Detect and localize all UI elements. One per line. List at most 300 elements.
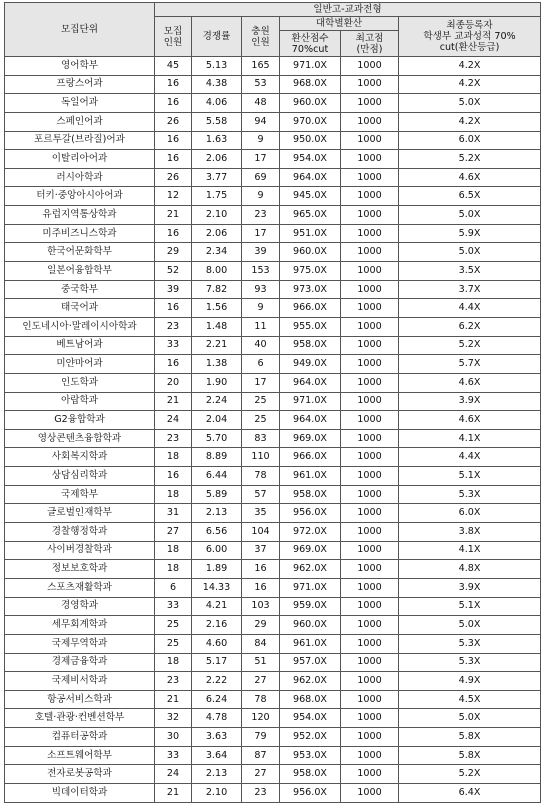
applicants-cell: 6 [242, 355, 280, 374]
table-row [5, 336, 541, 355]
conv-score-cell: 968.0X [280, 690, 341, 709]
ratio-cell: 2.10 [192, 206, 242, 225]
applicants-cell: 27 [242, 672, 280, 691]
table-row [5, 75, 541, 94]
ratio-cell: 2.04 [192, 411, 242, 430]
max-score-cell: 1000 [341, 560, 399, 579]
max-score-cell: 1000 [341, 57, 399, 76]
conv-score-cell: 969.0X [280, 429, 341, 448]
applicants-cell: 35 [242, 504, 280, 523]
final-grade-cell: 5.2X [399, 336, 541, 355]
quota-cell: 23 [155, 317, 192, 336]
final-grade-cell: 6.2X [399, 317, 541, 336]
ratio-cell: 2.13 [192, 504, 242, 523]
applicants-cell: 16 [242, 578, 280, 597]
table-row [5, 168, 541, 187]
unit-cell: 영상콘텐츠융합학과 [5, 429, 155, 448]
unit-cell: 경영학과 [5, 597, 155, 616]
unit-cell: 전자로봇공학과 [5, 765, 155, 784]
quota-cell: 26 [155, 112, 192, 131]
conv-score-cell: 956.0X [280, 504, 341, 523]
max-score-cell: 1000 [341, 224, 399, 243]
conv-score-cell: 958.0X [280, 765, 341, 784]
max-score-cell: 1000 [341, 578, 399, 597]
unit-cell: 사회복지학과 [5, 448, 155, 467]
ratio-cell: 4.06 [192, 94, 242, 113]
table-row [5, 243, 541, 262]
conv-score-cell: 949.0X [280, 355, 341, 374]
max-score-cell: 1000 [341, 317, 399, 336]
table-row [5, 485, 541, 504]
final-grade-cell: 6.5X [399, 187, 541, 206]
max-score-cell: 1000 [341, 392, 399, 411]
conv-score-cell: 960.0X [280, 94, 341, 113]
applicants-cell: 53 [242, 75, 280, 94]
applicants-cell: 25 [242, 392, 280, 411]
final-grade-cell: 4.9X [399, 672, 541, 691]
header-group: 일반고-교과전형 [155, 3, 541, 17]
conv-score-cell: 959.0X [280, 597, 341, 616]
ratio-cell: 1.90 [192, 373, 242, 392]
conv-score-cell: 952.0X [280, 728, 341, 747]
max-score-cell: 1000 [341, 355, 399, 374]
applicants-cell: 48 [242, 94, 280, 113]
max-score-cell: 1000 [341, 94, 399, 113]
final-grade-cell: 4.8X [399, 560, 541, 579]
conv-score-cell: 962.0X [280, 672, 341, 691]
ratio-cell: 6.44 [192, 467, 242, 486]
header-quota: 모집 인원 [155, 17, 192, 57]
unit-cell: 컴퓨터공학과 [5, 728, 155, 747]
unit-cell: 국제무역학과 [5, 634, 155, 653]
ratio-cell: 2.34 [192, 243, 242, 262]
max-score-cell: 1000 [341, 75, 399, 94]
applicants-cell: 16 [242, 560, 280, 579]
max-score-cell: 1000 [341, 243, 399, 262]
table-row [5, 504, 541, 523]
final-grade-cell: 4.2X [399, 112, 541, 131]
ratio-cell: 7.82 [192, 280, 242, 299]
applicants-cell: 51 [242, 653, 280, 672]
table-row [5, 299, 541, 318]
table-row [5, 765, 541, 784]
ratio-cell: 2.16 [192, 616, 242, 635]
max-score-cell: 1000 [341, 150, 399, 169]
quota-cell: 26 [155, 168, 192, 187]
table-row [5, 672, 541, 691]
unit-cell: 베트남어과 [5, 336, 155, 355]
conv-score-cell: 961.0X [280, 467, 341, 486]
quota-cell: 6 [155, 578, 192, 597]
ratio-cell: 6.56 [192, 523, 242, 542]
max-score-cell: 1000 [341, 541, 399, 560]
final-grade-cell: 5.1X [399, 467, 541, 486]
conv-score-cell: 965.0X [280, 206, 341, 225]
quota-cell: 21 [155, 690, 192, 709]
quota-cell: 27 [155, 523, 192, 542]
ratio-cell: 4.60 [192, 634, 242, 653]
quota-cell: 45 [155, 57, 192, 76]
ratio-cell: 8.00 [192, 262, 242, 281]
applicants-cell: 9 [242, 299, 280, 318]
conv-score-cell: 960.0X [280, 616, 341, 635]
final-grade-cell: 4.2X [399, 75, 541, 94]
final-grade-cell: 3.9X [399, 578, 541, 597]
ratio-cell: 5.89 [192, 485, 242, 504]
unit-cell: 러시아학과 [5, 168, 155, 187]
applicants-cell: 104 [242, 523, 280, 542]
final-grade-cell: 3.8X [399, 523, 541, 542]
applicants-cell: 40 [242, 336, 280, 355]
unit-cell: 국제학부 [5, 485, 155, 504]
table-row [5, 94, 541, 113]
header-final-group: 최종등록자 학생부 교과성적 70% cut(환산등급) [399, 17, 541, 57]
conv-score-cell: 962.0X [280, 560, 341, 579]
ratio-cell: 5.58 [192, 112, 242, 131]
applicants-cell: 78 [242, 690, 280, 709]
final-grade-cell: 4.5X [399, 690, 541, 709]
quota-cell: 31 [155, 504, 192, 523]
ratio-cell: 5.17 [192, 653, 242, 672]
conv-score-cell: 973.0X [280, 280, 341, 299]
final-grade-cell: 6.0X [399, 504, 541, 523]
ratio-cell: 1.38 [192, 355, 242, 374]
table-row [5, 634, 541, 653]
table-row [5, 280, 541, 299]
final-grade-cell: 5.0X [399, 616, 541, 635]
ratio-cell: 1.89 [192, 560, 242, 579]
applicants-cell: 9 [242, 187, 280, 206]
header-unit: 모집단위 [5, 3, 155, 57]
applicants-cell: 153 [242, 262, 280, 281]
quota-cell: 25 [155, 616, 192, 635]
max-score-cell: 1000 [341, 262, 399, 281]
max-score-cell: 1000 [341, 467, 399, 486]
final-grade-cell: 5.1X [399, 597, 541, 616]
quota-cell: 18 [155, 560, 192, 579]
ratio-cell: 4.21 [192, 597, 242, 616]
table-row [5, 57, 541, 76]
table-row [5, 560, 541, 579]
header-ratio: 경쟁률 [192, 17, 242, 57]
conv-score-cell: 964.0X [280, 411, 341, 430]
quota-cell: 23 [155, 429, 192, 448]
applicants-cell: 57 [242, 485, 280, 504]
final-grade-cell: 4.2X [399, 57, 541, 76]
final-grade-cell: 3.9X [399, 392, 541, 411]
unit-cell: 일본어융합학부 [5, 262, 155, 281]
unit-cell: 미얀마어과 [5, 355, 155, 374]
conv-score-cell: 951.0X [280, 224, 341, 243]
conv-score-cell: 969.0X [280, 541, 341, 560]
conv-score-cell: 961.0X [280, 634, 341, 653]
table-row [5, 746, 541, 765]
applicants-cell: 17 [242, 373, 280, 392]
max-score-cell: 1000 [341, 709, 399, 728]
max-score-cell: 1000 [341, 112, 399, 131]
final-grade-cell: 5.7X [399, 355, 541, 374]
quota-cell: 33 [155, 597, 192, 616]
max-score-cell: 1000 [341, 299, 399, 318]
header-conv-group: 대학별환산 [280, 17, 399, 31]
quota-cell: 21 [155, 392, 192, 411]
final-grade-cell: 5.2X [399, 150, 541, 169]
unit-cell: 항공서비스학과 [5, 690, 155, 709]
unit-cell: 정보보호학과 [5, 560, 155, 579]
ratio-cell: 14.33 [192, 578, 242, 597]
table-row [5, 355, 541, 374]
quota-cell: 20 [155, 373, 192, 392]
final-grade-cell: 4.6X [399, 373, 541, 392]
max-score-cell: 1000 [341, 206, 399, 225]
applicants-cell: 103 [242, 597, 280, 616]
table-row [5, 429, 541, 448]
unit-cell: 이탈리아어과 [5, 150, 155, 169]
quota-cell: 21 [155, 783, 192, 802]
table-row [5, 597, 541, 616]
unit-cell: G2융합학과 [5, 411, 155, 430]
unit-cell: 유럽지역통상학과 [5, 206, 155, 225]
ratio-cell: 1.63 [192, 131, 242, 150]
applicants-cell: 87 [242, 746, 280, 765]
max-score-cell: 1000 [341, 429, 399, 448]
ratio-cell: 5.13 [192, 57, 242, 76]
ratio-cell: 1.75 [192, 187, 242, 206]
quota-cell: 16 [155, 355, 192, 374]
ratio-cell: 1.48 [192, 317, 242, 336]
table-row [5, 690, 541, 709]
quota-cell: 18 [155, 653, 192, 672]
final-grade-cell: 5.8X [399, 728, 541, 747]
quota-cell: 25 [155, 634, 192, 653]
unit-cell: 프랑스어과 [5, 75, 155, 94]
applicants-cell: 25 [242, 411, 280, 430]
header-applicants: 충원 인원 [242, 17, 280, 57]
quota-cell: 16 [155, 131, 192, 150]
quota-cell: 30 [155, 728, 192, 747]
quota-cell: 23 [155, 672, 192, 691]
unit-cell: 빅데이터학과 [5, 783, 155, 802]
applicants-cell: 110 [242, 448, 280, 467]
ratio-cell: 3.64 [192, 746, 242, 765]
conv-score-cell: 954.0X [280, 150, 341, 169]
table-row [5, 131, 541, 150]
table-row [5, 411, 541, 430]
final-grade-cell: 4.6X [399, 411, 541, 430]
max-score-cell: 1000 [341, 411, 399, 430]
conv-score-cell: 955.0X [280, 317, 341, 336]
final-grade-cell: 4.1X [399, 541, 541, 560]
table-row [5, 112, 541, 131]
table-row [5, 728, 541, 747]
conv-score-cell: 954.0X [280, 709, 341, 728]
unit-cell: 터키·중앙아시아어과 [5, 187, 155, 206]
quota-cell: 21 [155, 206, 192, 225]
quota-cell: 18 [155, 485, 192, 504]
unit-cell: 영어학부 [5, 57, 155, 76]
max-score-cell: 1000 [341, 448, 399, 467]
applicants-cell: 78 [242, 467, 280, 486]
quota-cell: 33 [155, 336, 192, 355]
header-conv-score: 환산점수 70%cut [280, 31, 341, 57]
conv-score-cell: 966.0X [280, 299, 341, 318]
quota-cell: 39 [155, 280, 192, 299]
table-row [5, 187, 541, 206]
unit-cell: 태국어과 [5, 299, 155, 318]
final-grade-cell: 6.4X [399, 783, 541, 802]
table-row [5, 523, 541, 542]
applicants-cell: 37 [242, 541, 280, 560]
quota-cell: 16 [155, 224, 192, 243]
unit-cell: 중국학부 [5, 280, 155, 299]
applicants-cell: 93 [242, 280, 280, 299]
conv-score-cell: 945.0X [280, 187, 341, 206]
final-grade-cell: 5.3X [399, 485, 541, 504]
conv-score-cell: 964.0X [280, 168, 341, 187]
max-score-cell: 1000 [341, 187, 399, 206]
max-score-cell: 1000 [341, 280, 399, 299]
max-score-cell: 1000 [341, 336, 399, 355]
ratio-cell: 4.38 [192, 75, 242, 94]
quota-cell: 33 [155, 746, 192, 765]
table-row [5, 653, 541, 672]
applicants-cell: 39 [242, 243, 280, 262]
ratio-cell: 4.78 [192, 709, 242, 728]
quota-cell: 16 [155, 75, 192, 94]
final-grade-cell: 5.0X [399, 243, 541, 262]
ratio-cell: 3.77 [192, 168, 242, 187]
unit-cell: 포르투갈(브라질)어과 [5, 131, 155, 150]
max-score-cell: 1000 [341, 672, 399, 691]
unit-cell: 인도네시아·말레이시아학과 [5, 317, 155, 336]
max-score-cell: 1000 [341, 168, 399, 187]
max-score-cell: 1000 [341, 634, 399, 653]
quota-cell: 16 [155, 299, 192, 318]
conv-score-cell: 966.0X [280, 448, 341, 467]
max-score-cell: 1000 [341, 746, 399, 765]
conv-score-cell: 958.0X [280, 336, 341, 355]
conv-score-cell: 960.0X [280, 243, 341, 262]
ratio-cell: 2.10 [192, 783, 242, 802]
applicants-cell: 27 [242, 765, 280, 784]
max-score-cell: 1000 [341, 765, 399, 784]
quota-cell: 16 [155, 150, 192, 169]
table-body [5, 57, 541, 803]
ratio-cell: 2.22 [192, 672, 242, 691]
final-grade-cell: 4.1X [399, 429, 541, 448]
unit-cell: 인도학과 [5, 373, 155, 392]
ratio-cell: 2.24 [192, 392, 242, 411]
table-row [5, 150, 541, 169]
unit-cell: 경찰행정학과 [5, 523, 155, 542]
max-score-cell: 1000 [341, 373, 399, 392]
table-row [5, 578, 541, 597]
applicants-cell: 23 [242, 783, 280, 802]
final-grade-cell: 3.5X [399, 262, 541, 281]
table-row [5, 373, 541, 392]
max-score-cell: 1000 [341, 504, 399, 523]
admission-table-container [4, 2, 540, 803]
table-row [5, 616, 541, 635]
conv-score-cell: 964.0X [280, 373, 341, 392]
unit-cell: 세무회계학과 [5, 616, 155, 635]
table-row [5, 206, 541, 225]
unit-cell: 소프트웨어학부 [5, 746, 155, 765]
quota-cell: 12 [155, 187, 192, 206]
final-grade-cell: 5.3X [399, 634, 541, 653]
applicants-cell: 69 [242, 168, 280, 187]
quota-cell: 16 [155, 467, 192, 486]
final-grade-cell: 4.4X [399, 299, 541, 318]
conv-score-cell: 958.0X [280, 485, 341, 504]
applicants-cell: 83 [242, 429, 280, 448]
final-grade-cell: 5.2X [399, 765, 541, 784]
table-row [5, 541, 541, 560]
conv-score-cell: 971.0X [280, 392, 341, 411]
unit-cell: 상담심리학과 [5, 467, 155, 486]
quota-cell: 24 [155, 411, 192, 430]
ratio-cell: 2.06 [192, 224, 242, 243]
final-grade-cell: 5.0X [399, 94, 541, 113]
table-row [5, 224, 541, 243]
max-score-cell: 1000 [341, 616, 399, 635]
applicants-cell: 94 [242, 112, 280, 131]
table-row [5, 262, 541, 281]
quota-cell: 18 [155, 541, 192, 560]
quota-cell: 24 [155, 765, 192, 784]
unit-cell: 한국어문화학부 [5, 243, 155, 262]
conv-score-cell: 956.0X [280, 783, 341, 802]
applicants-cell: 9 [242, 131, 280, 150]
ratio-cell: 5.70 [192, 429, 242, 448]
ratio-cell: 6.24 [192, 690, 242, 709]
max-score-cell: 1000 [341, 597, 399, 616]
quota-cell: 52 [155, 262, 192, 281]
unit-cell: 스페인어과 [5, 112, 155, 131]
table-row [5, 783, 541, 802]
ratio-cell: 8.89 [192, 448, 242, 467]
conv-score-cell: 971.0X [280, 57, 341, 76]
conv-score-cell: 968.0X [280, 75, 341, 94]
conv-score-cell: 953.0X [280, 746, 341, 765]
table-row [5, 467, 541, 486]
applicants-cell: 23 [242, 206, 280, 225]
quota-cell: 18 [155, 448, 192, 467]
applicants-cell: 79 [242, 728, 280, 747]
final-grade-cell: 4.6X [399, 168, 541, 187]
max-score-cell: 1000 [341, 523, 399, 542]
ratio-cell: 1.56 [192, 299, 242, 318]
max-score-cell: 1000 [341, 690, 399, 709]
ratio-cell: 6.00 [192, 541, 242, 560]
max-score-cell: 1000 [341, 485, 399, 504]
ratio-cell: 2.13 [192, 765, 242, 784]
conv-score-cell: 972.0X [280, 523, 341, 542]
final-grade-cell: 5.8X [399, 746, 541, 765]
conv-score-cell: 971.0X [280, 578, 341, 597]
max-score-cell: 1000 [341, 131, 399, 150]
unit-cell: 글로벌인재학부 [5, 504, 155, 523]
applicants-cell: 17 [242, 150, 280, 169]
max-score-cell: 1000 [341, 653, 399, 672]
table-row [5, 317, 541, 336]
quota-cell: 16 [155, 94, 192, 113]
table-row [5, 709, 541, 728]
unit-cell: 사이버경찰학과 [5, 541, 155, 560]
final-grade-cell: 5.3X [399, 653, 541, 672]
table-row [5, 392, 541, 411]
unit-cell: 아랍학과 [5, 392, 155, 411]
